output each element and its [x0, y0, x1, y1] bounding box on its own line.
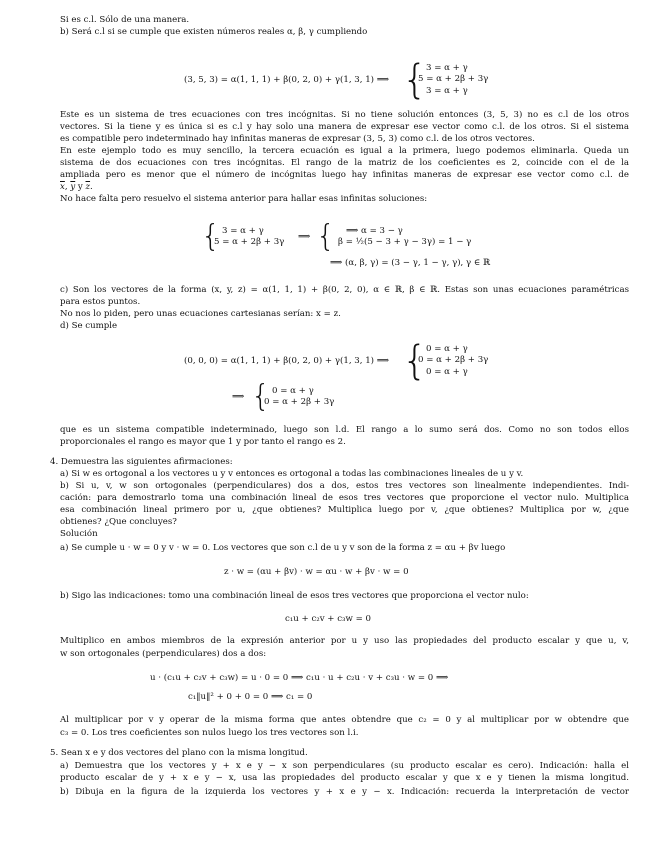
equation-6: c₁u + c₂v + c₃w = 0 [285, 614, 371, 624]
vector-z: $\overline{z}$ [85, 182, 91, 192]
text-line: d) Se cumple [60, 321, 118, 331]
equation-1-row: 3 = α + γ [426, 85, 468, 96]
equation-2-row: 5 = α + 2β + 3γ [214, 237, 285, 248]
equation-1-row: 5 = α + 2β + 3γ [418, 74, 489, 85]
text-line: esa combinación lineal primero por u, ¿que obtienes? Multiplica luego por v, ¿que obtienes? Multiplica por w, ¿que [60, 505, 629, 515]
equation-3-lhs: (0, 0, 0) = α(1, 1, 1) + β(0, 2, 0) + γ(1, 3, 1) ⟹ [184, 356, 390, 366]
equation-3-system [418, 344, 488, 378]
text-line: a) Demuestra que los vectores y + x e y − x son perpendiculares (su producto escalar es cero). Indicación: halla el [60, 761, 629, 771]
equation-2-arrow: ⟹ [298, 232, 311, 242]
equation-4-row: 0 = α + 2β + 3γ [264, 397, 335, 408]
equation-8: c₁‖u‖² + 0 + 0 = 0 ⟹ c₁ = 0 [188, 692, 313, 702]
text-fragment: , [64, 182, 71, 192]
text-fragment: . [90, 182, 93, 192]
text-line: obtienes? ¿Que concluyes? [60, 517, 177, 527]
text-line: es compatible pero indeterminado hay infinitas maneras de expresar (3, 5, 3) como c.l. de los otros vectores. [60, 134, 535, 144]
left-brace-icon: { [251, 379, 271, 414]
text-line: que es un sistema compatible indeterminado, luego son l.d. El rango a lo sumo será dos. Como no son todos ellos [60, 425, 629, 435]
equation-4-row: 0 = α + γ [272, 386, 314, 396]
section-heading: 4. Demuestra las siguientes afirmaciones: [50, 457, 233, 467]
left-brace-icon: { [316, 219, 336, 254]
text-line: cación: para demostrarlo toma una combinación lineal de esos tres vectores que proporcione el vector nulo. Multiplica [60, 493, 629, 503]
text-line: proporcionales el rango es mayor que 1 y por tanto el rango es 2. [60, 437, 346, 447]
equation-3-row: 0 = α + 2β + 3γ [418, 355, 489, 366]
text-line: En este ejemplo todo es muy sencillo, la tercera ecuación es igual a la primera, luego podemos eliminarla. Queda un [60, 146, 629, 156]
text-line: Este es un sistema de tres ecuaciones con tres incógnitas. Si no tiene solución entonces (3, 5, 3) no es c.l de los otros [60, 110, 629, 120]
equation-4-system [264, 386, 334, 409]
equation-1-system [418, 63, 488, 97]
equation-1-row: 3 = α + γ [426, 63, 468, 73]
text-line: Multiplico en ambos miembros de la expresión anterior por u y uso las propiedades del producto escalar y que u, v, [60, 636, 629, 646]
text-line: producto escalar de y + x e y − x, usa las propiedades del producto escalar y que x e y tienen la misma longitud. [60, 773, 629, 783]
text-line: No hace falta pero resuelvo el sistema anterior para hallar esas infinitas soluciones: [60, 194, 428, 204]
equation-5: z · w = (αu + βv) · w = αu · w + βv · w = 0 [224, 567, 409, 577]
text-line: vectores. Si la tiene y es única si es c.l y hay solo una manera de expresar ese vector como c.l. de los otros. Si el sistema [60, 122, 629, 132]
equation-3-row: 0 = α + γ [426, 344, 468, 354]
text-line: para estos puntos. [60, 297, 141, 307]
text-line: b) Será c.l si se cumple que existen números reales α, β, γ cumpliendo [60, 27, 368, 37]
text-line: a) Se cumple u · w = 0 y v · w = 0. Los vectores que son c.l de u y v son de la forma z = αu + βv luego [60, 543, 506, 553]
solution-label: Solución [60, 529, 98, 539]
equation-1-lhs: (3, 5, 3) = α(1, 1, 1) + β(0, 2, 0) + γ(1, 3, 1) ⟹ [184, 75, 390, 85]
text-line: ampliada pero es menor que el número de incógnitas luego hay infinitas maneras de expresar ese vector como c.l. de [60, 170, 629, 180]
vector-y: $\overline{y}$ [70, 182, 76, 192]
text-fragment: y [75, 182, 86, 192]
text-line: sistema de dos ecuaciones con tres incógnitas. El rango de la matriz de los coeficientes es 2, coincide con el de la [60, 158, 629, 168]
text-line: b) Si u, v, w son ortogonales (perpendiculares) dos a dos, estos tres vectores son linealmente independientes. Indi- [60, 481, 629, 491]
left-brace-icon: { [402, 338, 428, 384]
equation-2-row: β = ½(5 − 3 + γ − 3γ) = 1 − γ [338, 237, 472, 248]
text-line: c₃ = 0. Los tres coeficientes son nulos luego los tres vectores son l.i. [60, 728, 359, 738]
equation-2-solution: ⟹ (α, β, γ) = (3 − γ, 1 − γ, γ), γ ∈ ℝ [330, 258, 491, 268]
equation-7: u · (c₁u + c₂v + c₃w) = u · 0 = 0 ⟹ c₁u · u + c₂u · v + c₃u · w = 0 ⟹ [150, 673, 449, 683]
equation-3-row: 0 = α + γ [426, 366, 468, 377]
left-brace-icon: { [402, 57, 428, 103]
vector-x: $\overline{x}$ [60, 182, 65, 192]
equation-2-row: ⟹ α = 3 − γ [346, 226, 403, 236]
left-brace-icon: { [201, 219, 221, 254]
equation-2-result [330, 226, 471, 249]
text-line: b) Sigo las indicaciones: tomo una combinación lineal de esos tres vectores que proporciona el vector nulo: [60, 591, 529, 601]
text-line: a) Si w es ortogonal a los vectores u y v entonces es ortogonal a todas las combinaciones lineales de u y v. [60, 469, 524, 479]
section-heading: 5. Sean x e y dos vectores del plano con la misma longitud. [50, 748, 308, 758]
text-line [60, 182, 93, 194]
equation-2-system [214, 226, 284, 249]
text-line: b) Dibuja en la figura de la izquierda los vectores y + x e y − x. Indicación: recuerda la interpretación de vector [60, 787, 629, 797]
text-line: c) Son los vectores de la forma (x, y, z) = α(1, 1, 1) + β(0, 2, 0), α ∈ ℝ, β ∈ ℝ. Estas son unas ecuaciones paramétricas [60, 285, 629, 295]
text-line: w son ortogonales (perpendiculares) dos a dos: [60, 649, 267, 659]
text-line: Si es c.l. Sólo de una manera. [60, 15, 190, 25]
equation-4-arrow: ⟹ [232, 392, 245, 402]
text-line: Al multiplicar por v y operar de la misma forma que antes obtendre que c₂ = 0 y al multiplicar por w obtendre que [60, 715, 629, 725]
equation-2-row: 3 = α + γ [222, 226, 264, 236]
text-line: No nos lo piden, pero unas ecuaciones cartesianas serían: x = z. [60, 309, 341, 319]
